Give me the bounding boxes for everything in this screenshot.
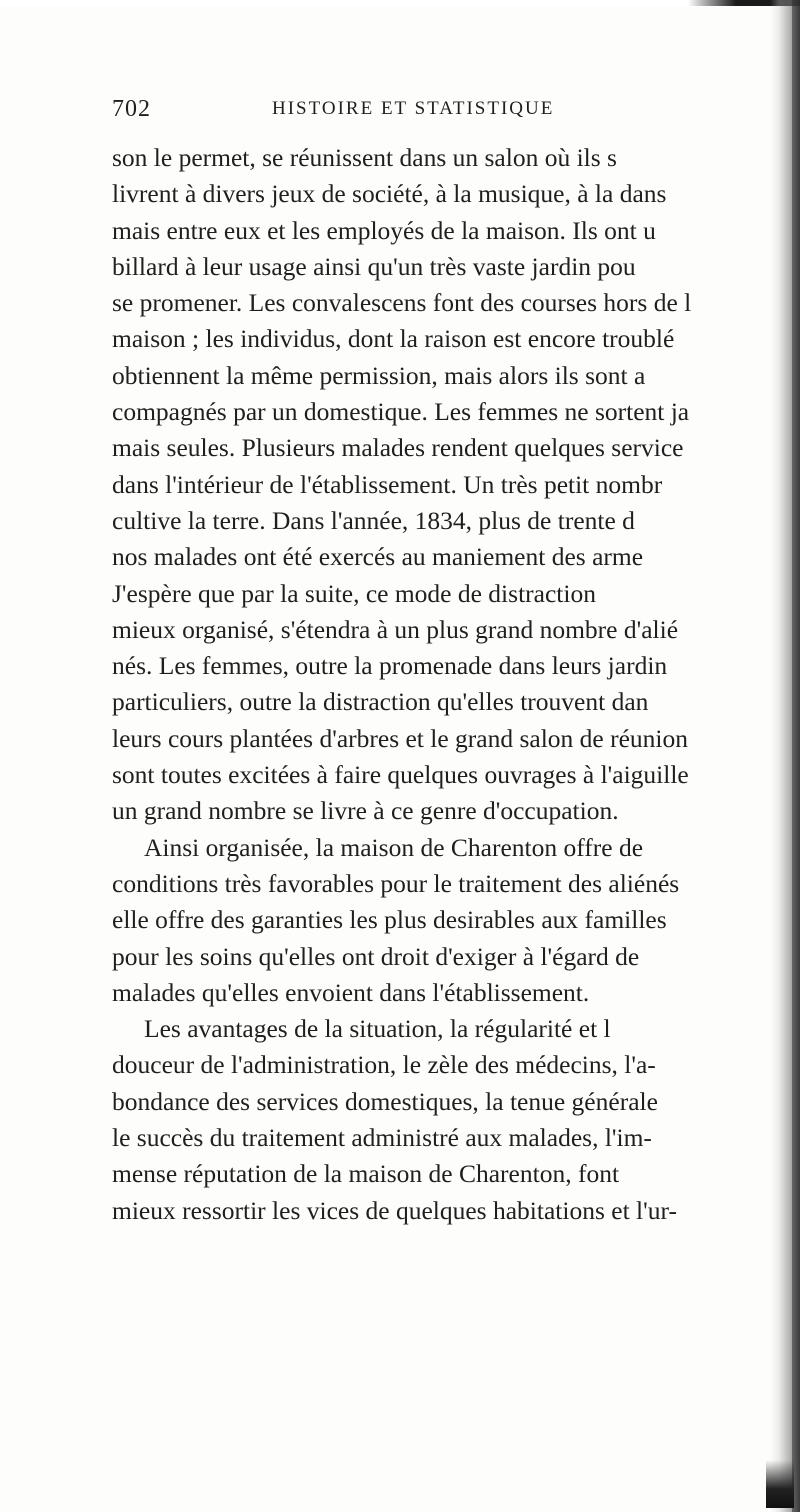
text-line: dans l'intérieur de l'établissement. Un très petit nombr — [112, 469, 663, 499]
text-line: livrent à divers jeux de société, à la musique, à la dans — [112, 179, 667, 209]
paragraph-start-line: Les avantages de la situation, la régularité et l — [144, 1014, 611, 1044]
text-line: conditions très favorables pour le traitement des aliénés — [112, 868, 680, 898]
body-text — [112, 140, 767, 1229]
text-line: pour les soins qu'elles ont droit d'exiger à l'égard de — [112, 941, 640, 971]
text-line: se promener. Les convalescens font des courses hors de l — [112, 288, 692, 318]
text-line: billard à leur usage ainsi qu'un très vaste jardin pou — [112, 251, 636, 281]
text-line: nés. Les femmes, outre la promenade dans leurs jardin — [112, 651, 668, 681]
paragraph-start-line: Ainsi organisée, la maison de Charenton offre de — [144, 832, 644, 862]
text-line: compagnés par un domestique. Les femmes ne sortent ja — [112, 397, 690, 427]
text-line: elle offre des garanties les plus desirables aux familles — [112, 905, 667, 935]
text-line: sont toutes excitées à faire quelques ouvrages à l'aiguille — [112, 760, 689, 790]
text-line: malades qu'elles envoient dans l'établissement. — [112, 977, 590, 1007]
text-line: mais entre eux et les employés de la maison. Ils ont u — [112, 215, 656, 245]
text-line: particuliers, outre la distraction qu'elles trouvent dan — [112, 687, 649, 717]
text-line: maison ; les individus, dont la raison est encore troublé — [112, 324, 675, 354]
page-corner-shadow — [766, 1460, 794, 1508]
text-line: cultive la terre. Dans l'année, 1834, plus de trente d — [112, 505, 635, 535]
page-top-edge — [0, 0, 800, 6]
text-line: obtiennent la même permission, mais alors ils sont a — [112, 360, 646, 390]
text-line: J'espère que par la suite, ce mode de distraction — [112, 578, 596, 608]
text-line: un grand nombre se livre à ce genre d'occupation. — [112, 796, 619, 826]
text-line: mais seules. Plusieurs malades rendent quelques service — [112, 433, 684, 463]
text-line: le succès du traitement administré aux malades, l'im- — [112, 1123, 652, 1153]
text-line: douceur de l'administration, le zèle des médecins, l'a- — [112, 1050, 656, 1080]
text-line: bondance des services domestiques, la tenue générale — [112, 1086, 658, 1116]
text-line: mieux ressortir les vices de quelques habitations et l'ur- — [112, 1195, 677, 1225]
page-spine-edge — [792, 0, 800, 1512]
text-line: mieux organisé, s'étendra à un plus grand nombre d'alié — [112, 614, 679, 644]
running-title: HISTOIRE ET STATISTIQUE — [272, 98, 555, 119]
page-number: 702 — [112, 96, 151, 122]
text-line: son le permet, se réunissent dans un salon où ils s — [112, 143, 617, 172]
page-header — [112, 92, 752, 132]
text-line: leurs cours plantées d'arbres et le grand salon de réunion — [112, 723, 689, 753]
text-line: nos malades ont été exercés au maniement des arme — [112, 542, 644, 572]
text-line: mense réputation de la maison de Charenton, font — [112, 1159, 620, 1189]
